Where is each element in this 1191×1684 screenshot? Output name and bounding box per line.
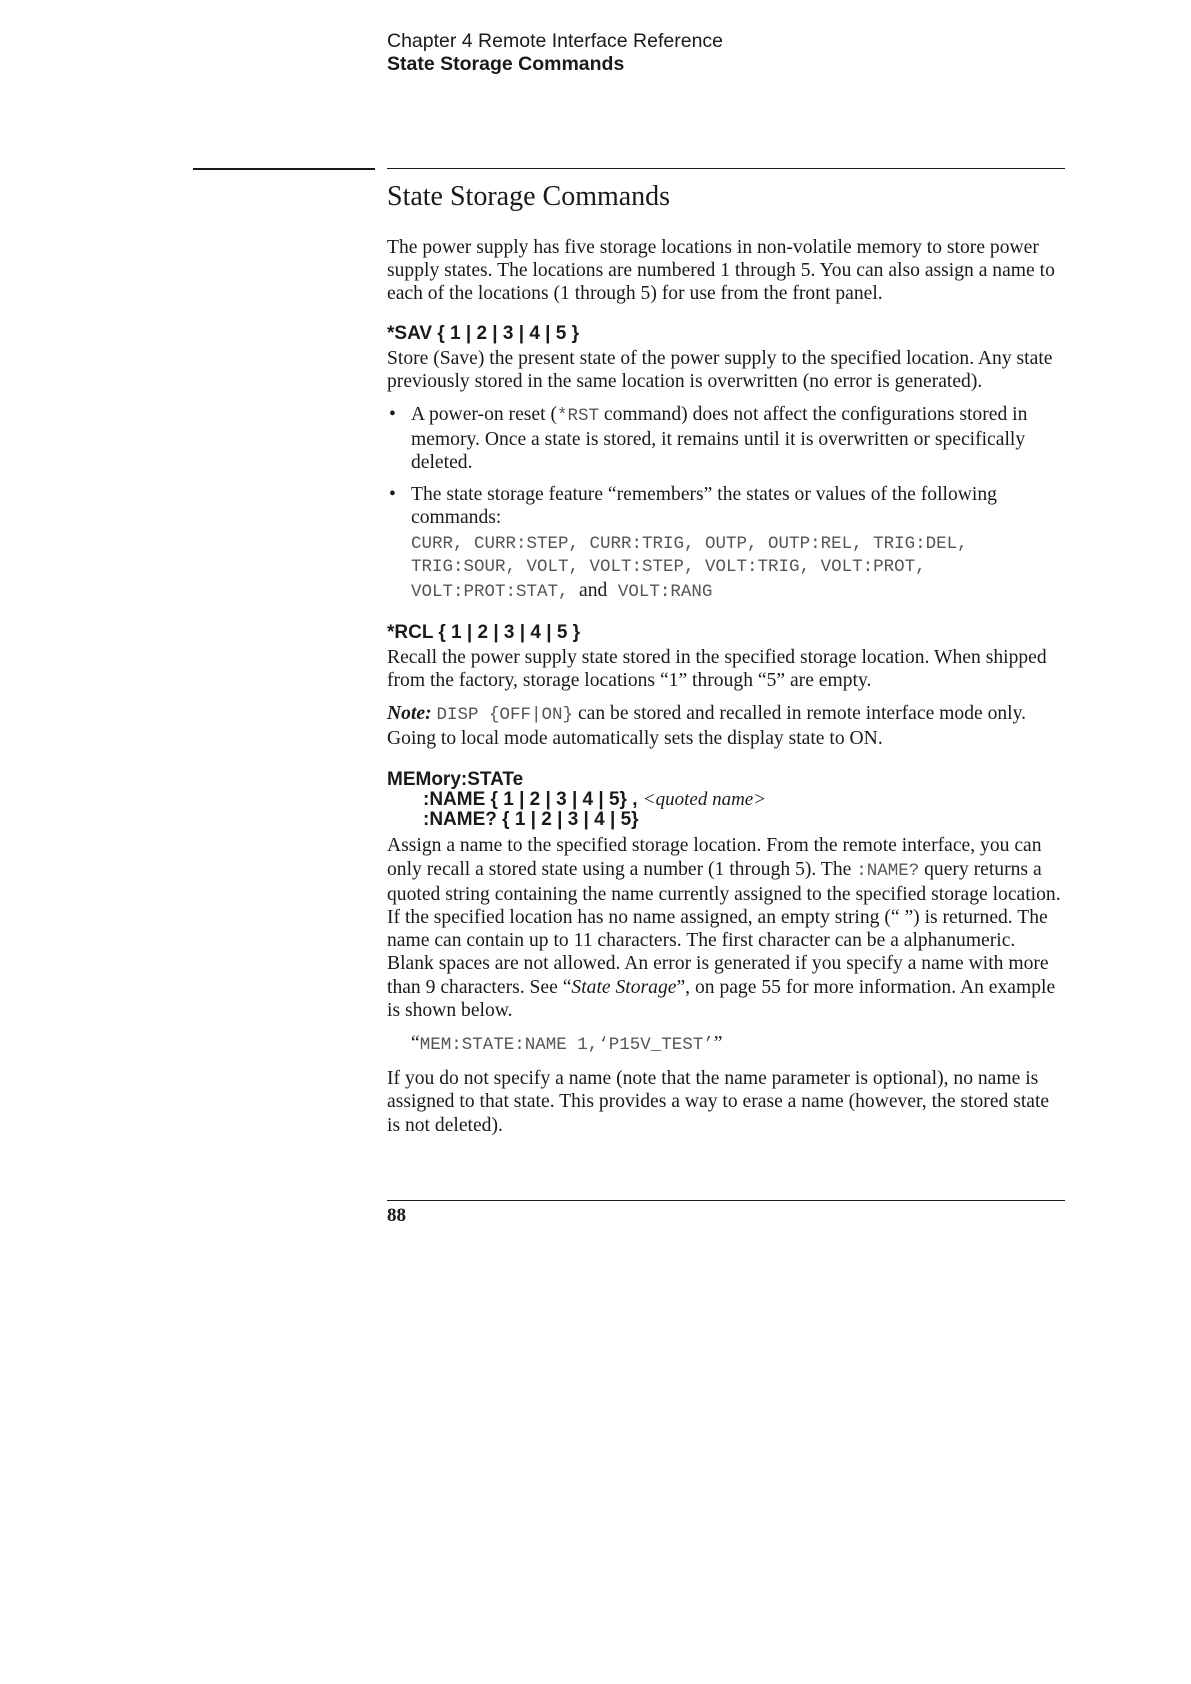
- left-divider: [193, 168, 375, 170]
- rcl-note: Note: DISP {OFF|ON} can be stored and recalled in remote interface mode only. Going to local mode automatically sets the display state to ON.: [387, 703, 1027, 750]
- main-content: [387, 180, 1067, 1147]
- rcl-syntax: *RCL { 1 | 2 | 3 | 4 | 5 }: [387, 621, 581, 643]
- name-query-code: :NAME?: [856, 860, 920, 881]
- page-title: State Storage Commands: [387, 181, 671, 212]
- state-storage-reference: State Storage: [571, 976, 677, 998]
- chapter-heading: Chapter 4 Remote Interface Reference: [387, 30, 724, 52]
- memory-syntax: MEMory:STATe :NAME { 1 | 2 | 3 | 4 | 5} , <quoted name> :NAME? { 1 | 2 | 3 | 4 | 5}: [387, 769, 767, 831]
- rcl-description: Recall the power supply state stored in the specified storage location. When shipped from the factory, storage locations “1” through “5” are empty.: [387, 646, 1047, 691]
- sav-notes-list: [387, 403, 1067, 605]
- note-label: Note:: [387, 703, 432, 725]
- list-item: • A power-on reset (*RST command) does not affect the configurations stored in memory. Once a state is stored, it remains until it is overwritten or specifically deleted.: [389, 404, 1028, 474]
- quoted-name-param: <quoted name>: [642, 789, 767, 811]
- page-number: 88: [387, 1205, 406, 1226]
- list-item: • The state storage feature “remembers” the states or values of the following commands: CURR, CURR:STEP, CURR:TRIG, OUTP, OUTP:REL, TRIG:DEL, TRIG:SOUR, VOLT, VOLT:STEP, VOLT:TRIG, VOLT:PROT, VOLT:PROT:STAT, and VOLT:RANG: [387, 483, 1067, 605]
- section-heading: State Storage Commands: [387, 53, 625, 75]
- bullet-icon: •: [389, 404, 396, 426]
- memory-description: Assign a name to the specified storage location. From the remote interface, you can only recall a stored state using a number (1 through 5). The :NAME? query returns a quoted string containing the name currently assigned to the specified storage location. If the specified location has no name assigned, an empty string (“ ”) is returned. The name can contain up to 11 characters. The first character can be a alphanumeric. Blank spaces are not allowed. An error is generated if you specify a name with more than 9 characters. See “State Storage”, on page 55 for more information. An example is shown below.: [387, 835, 1061, 1021]
- sav-description: Store (Save) the present state of the power supply to the specified location. Any state previously stored in the same location is overwritten (no error is generated).: [387, 347, 1053, 392]
- remembered-commands: CURR, CURR:STEP, CURR:TRIG, OUTP, OUTP:REL, TRIG:DEL, TRIG:SOUR, VOLT, VOLT:STEP, VOLT:TRIG, VOLT:PROT, VOLT:PROT:STAT, and VOLT:RANG: [411, 534, 968, 603]
- running-header: [387, 30, 723, 76]
- rst-code: *RST: [556, 406, 599, 427]
- sav-syntax: *SAV { 1 | 2 | 3 | 4 | 5 }: [387, 322, 580, 344]
- example-command: “MEM:STATE:NAME 1,‘P15V_TEST’”: [411, 1033, 723, 1056]
- top-divider: [387, 168, 1065, 169]
- disp-code: DISP {OFF|ON}: [436, 705, 574, 726]
- bullet-icon: •: [389, 483, 396, 505]
- footer-divider: [387, 1200, 1065, 1201]
- closing-paragraph: If you do not specify a name (note that the name parameter is optional), no name is assigned to that state. This provides a way to erase a name (however, the stored state is not deleted).: [387, 1068, 1050, 1136]
- intro-paragraph: The power supply has five storage locations in non-volatile memory to store power supply states. The locations are numbered 1 through 5. You can also assign a name to each of the locations (1 through 5) for use from the front panel.: [387, 237, 1055, 305]
